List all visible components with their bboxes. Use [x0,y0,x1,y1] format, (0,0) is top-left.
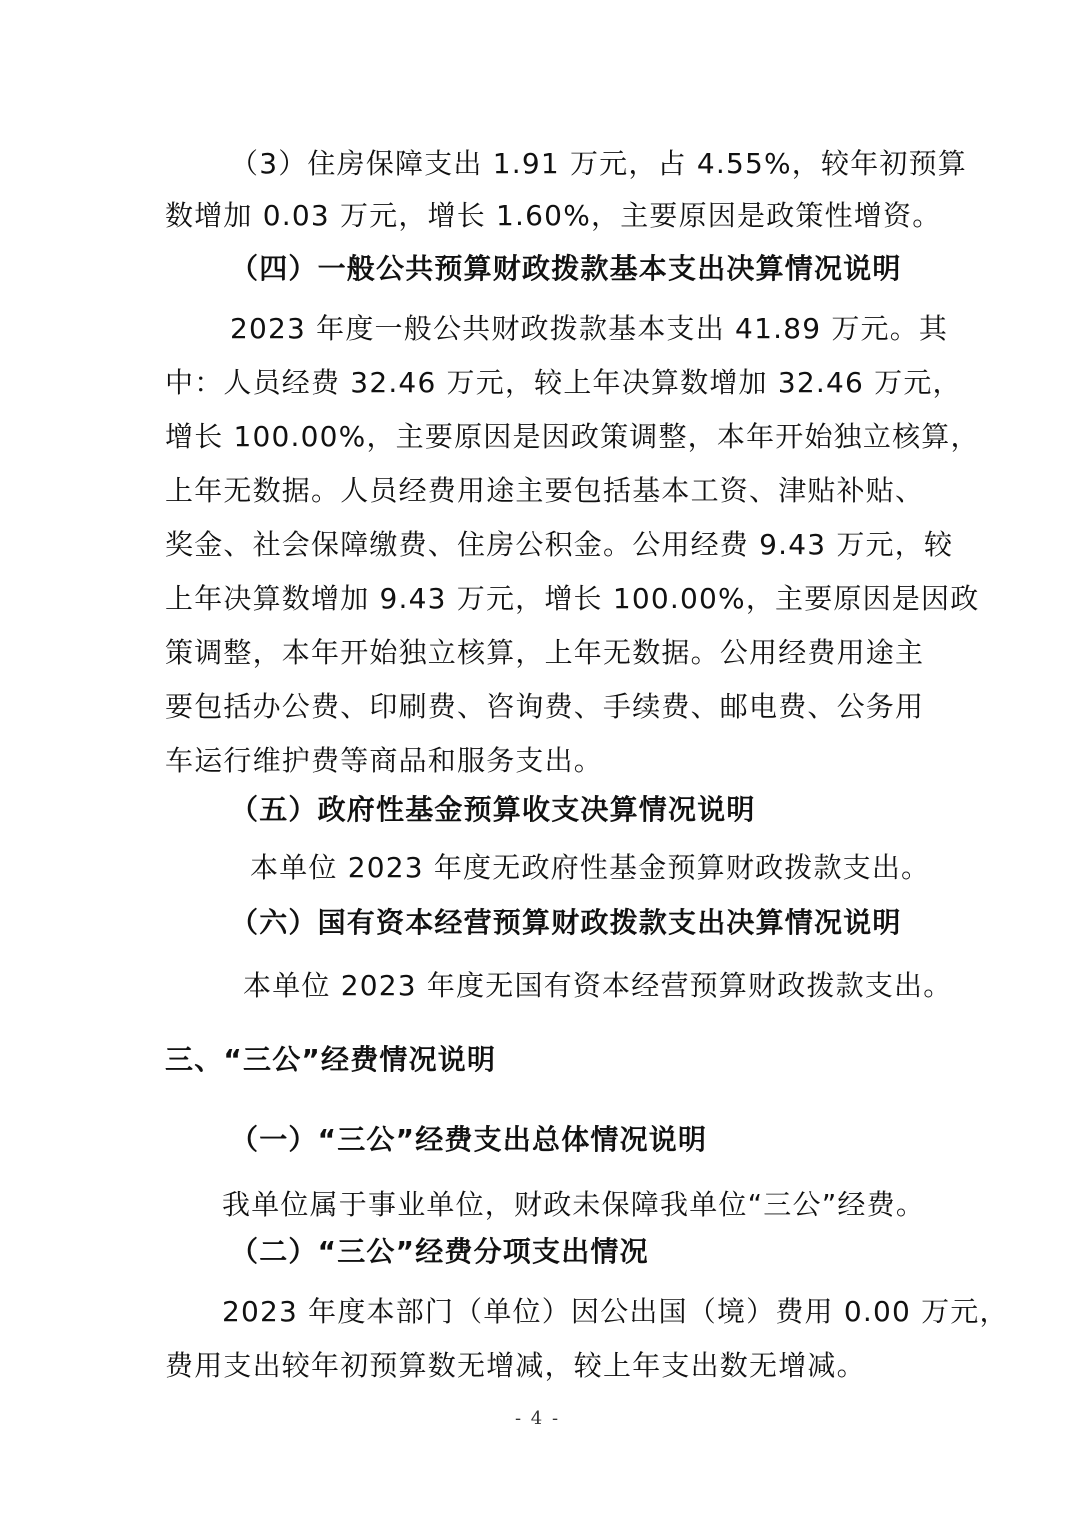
subheading-one: （一）“三公”经费支出总体情况说明 [230,1123,708,1156]
section-heading-three: 三、“三公”经费情况说明 [165,1043,497,1076]
paragraph-line: 要包括办公费、印刷费、咨询费、手续费、邮电费、公务用 [165,690,925,723]
paragraph-line: 本单位 2023 年度无政府性基金预算财政拨款支出。 [250,851,931,884]
subheading-six: （六）国有资本经营预算财政拨款支出决算情况说明 [230,906,902,939]
paragraph-line: 奖金、社会保障缴费、住房公积金。公用经费 9.43 万元，较 [165,528,954,561]
paragraph-line: 车运行维护费等商品和服务支出。 [165,744,604,777]
paragraph-line: 中：人员经费 32.46 万元，较上年决算数增加 32.46 万元， [165,366,962,399]
paragraph-line: 上年无数据。人员经费用途主要包括基本工资、津贴补贴、 [165,474,925,507]
paragraph-line: 我单位属于事业单位，财政未保障我单位“三公”经费。 [222,1188,926,1221]
paragraph-line: 2023 年度一般公共财政拨款基本支出 41.89 万元。其 [230,312,949,345]
page-number: - 4 - [514,1408,561,1429]
paragraph-line: 本单位 2023 年度无国有资本经营预算财政拨款支出。 [243,969,953,1002]
subheading-four: （四）一般公共预算财政拨款基本支出决算情况说明 [230,252,902,285]
subheading-five: （五）政府性基金预算收支决算情况说明 [230,793,756,826]
paragraph-line: （3）住房保障支出 1.91 万元，占 4.55%，较年初预算 [230,147,968,180]
paragraph-line: 策调整，本年开始独立核算，上年无数据。公用经费用途主 [165,636,925,669]
paragraph-line: 增长 100.00%，主要原因是因政策调整，本年开始独立核算， [165,420,980,453]
paragraph-line: 费用支出较年初预算数无增减，较上年支出数无增减。 [165,1349,866,1382]
paragraph-line: 上年决算数增加 9.43 万元，增长 100.00%，主要原因是因政 [165,582,980,615]
subheading-two: （二）“三公”经费分项支出情况 [230,1235,649,1268]
paragraph-line: 数增加 0.03 万元，增长 1.60%，主要原因是政策性增资。 [165,199,942,232]
paragraph-line: 2023 年度本部门（单位）因公出国（境）费用 0.00 万元， [222,1295,1009,1328]
